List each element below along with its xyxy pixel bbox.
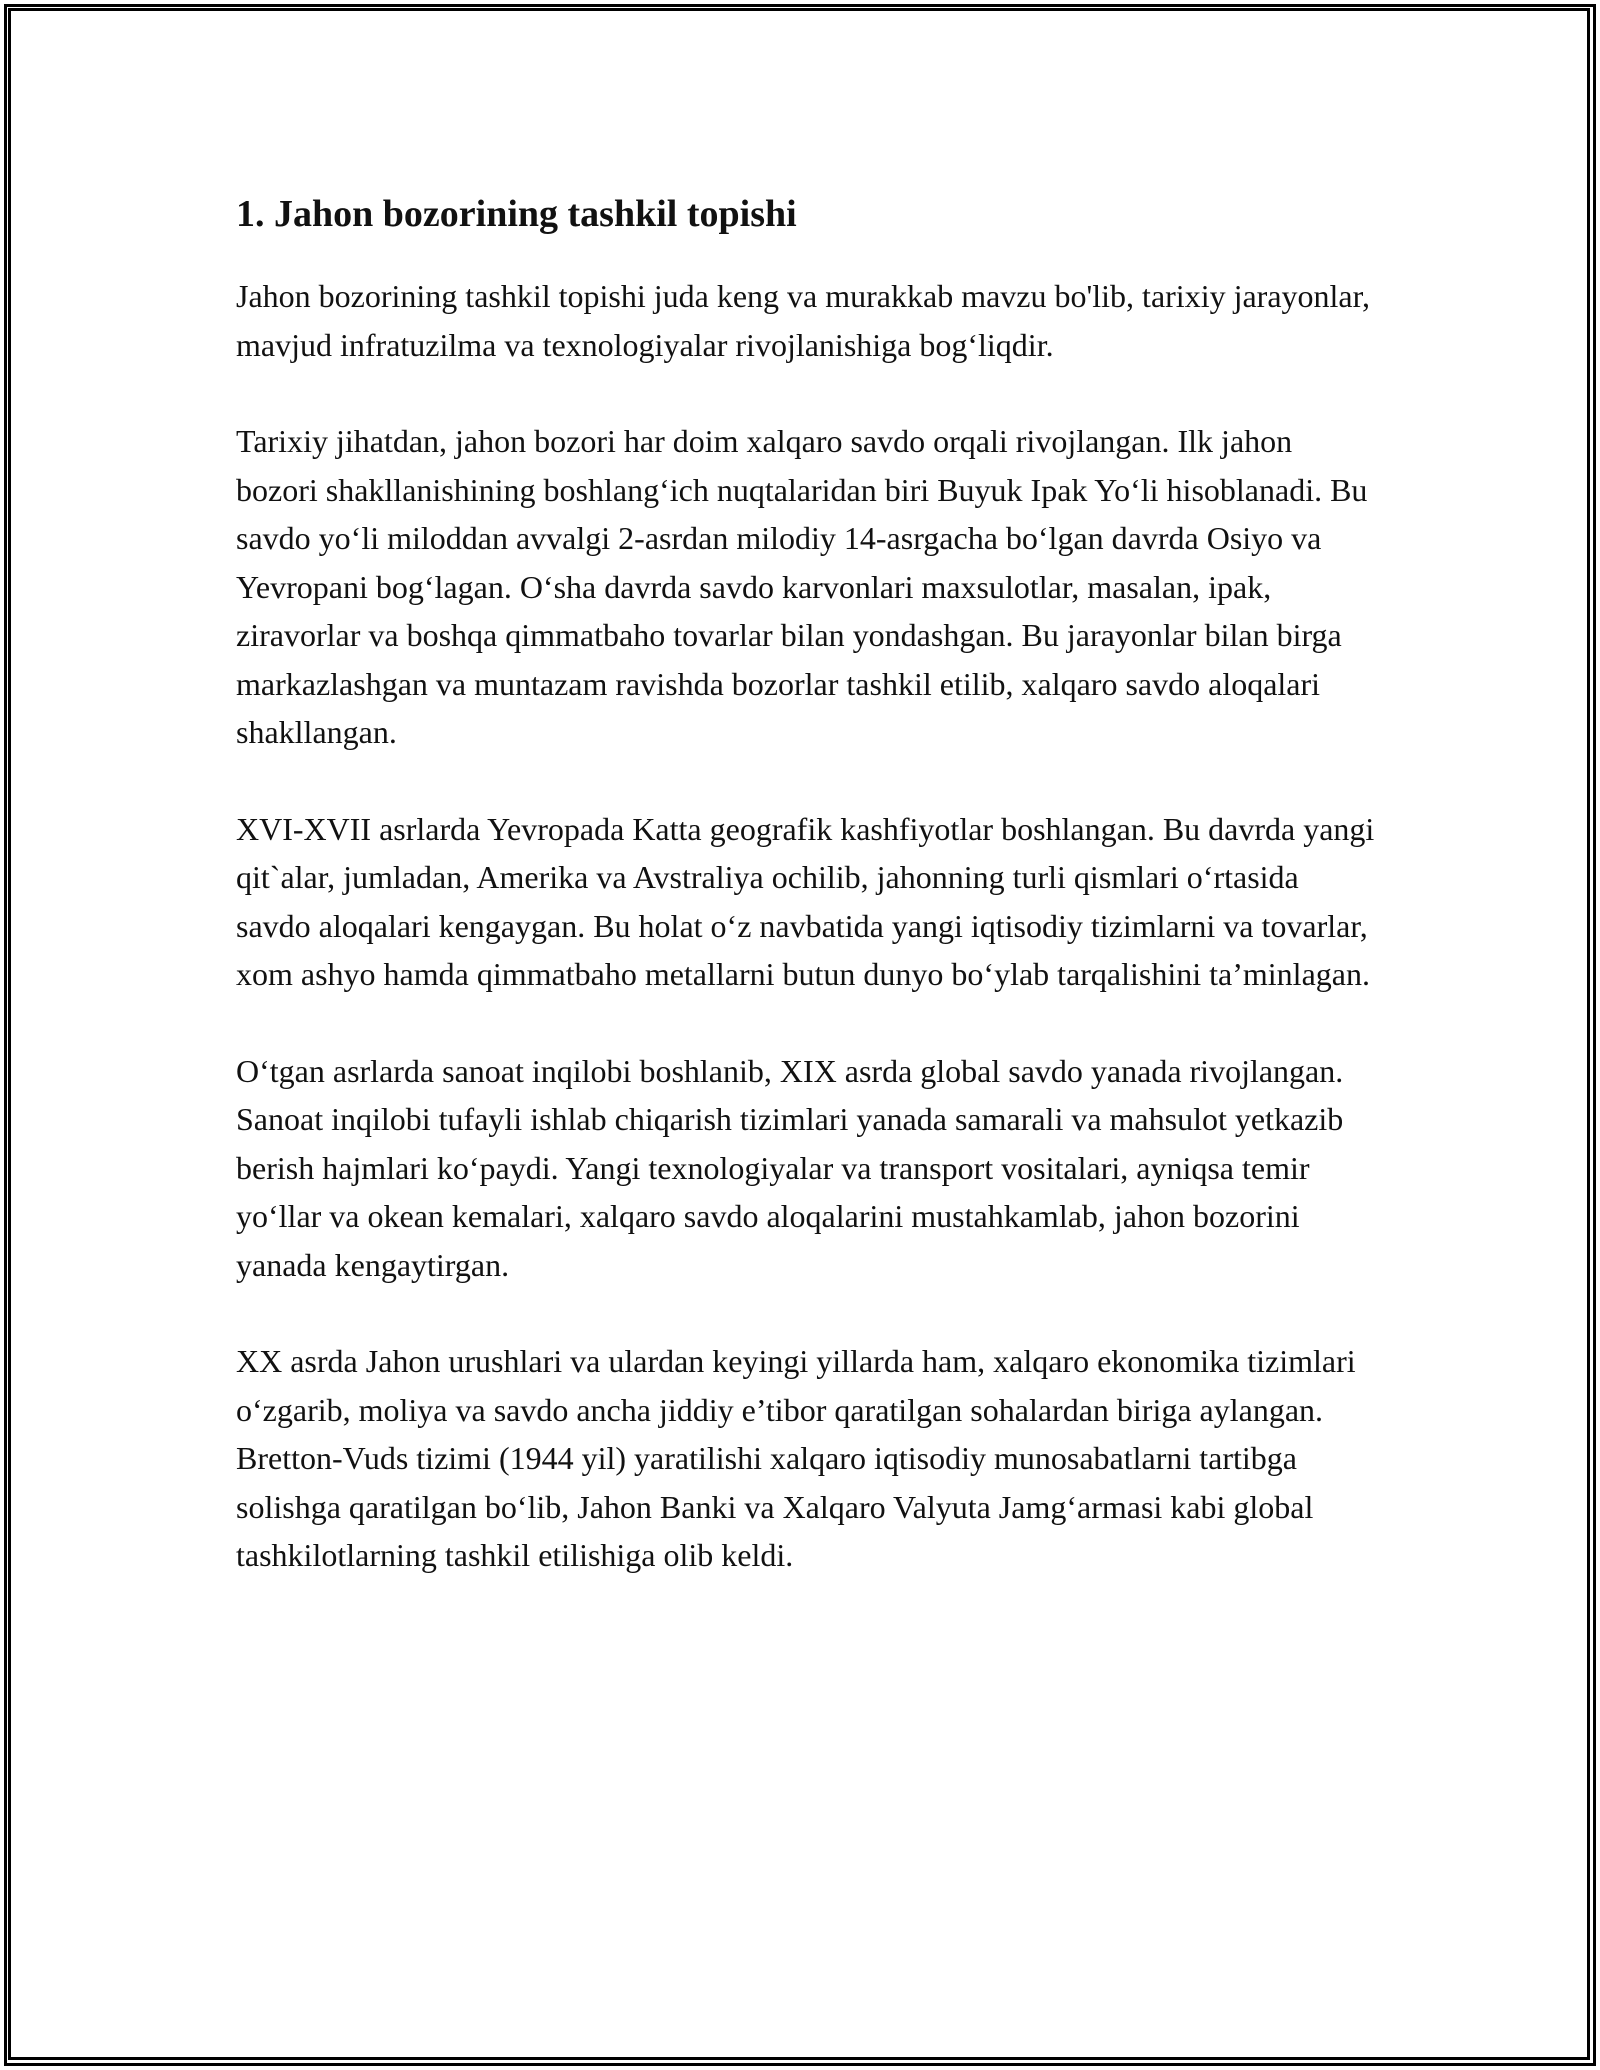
document-body [236, 186, 1376, 1628]
paragraph-discoveries: XVI-XVII asrlarda Yevropada Katta geografik kashfiyotlar boshlangan. Bu davrda yangi qit`alar, jumladan, Amerika va Avstraliya ochilib, jahonning turli qismlari o‘rtasida savdo aloqalari kengaygan. Bu holat o‘z navbatida yangi iqtisodiy tizimlarni va tovarlar, xom ashyo hamda qimmatbaho metallarni butun dunyo bo‘ylab tarqalishini ta’minlagan. [236, 810, 1375, 992]
paragraph-twentieth-century: XX asrda Jahon urushlari va ulardan keyingi yillarda ham, xalqaro ekonomika tizimlari o‘zgarib, moliya va savdo ancha jiddiy e’tibor qaratilgan sohalardan biriga aylangan. Bretton-Vuds tizimi (1944 yil) yaratilishi xalqaro iqtisodiy munosabatlarni tartibga solishga qaratilgan bo‘lib, Jahon Banki va Xalqaro Valyuta Jamg‘armasi kabi global tashkilotlarning tashkil etilishiga olib keldi. [236, 1343, 1356, 1573]
paragraph-intro: Jahon bozorining tashkil topishi juda keng va murakkab mavzu bo'lib, tarixiy jarayonlar, mavjud infratuzilma va texnologiyalar rivojlanishiga bog‘liqdir. [236, 278, 1370, 363]
paragraph-industrial-revolution: O‘tgan asrlarda sanoat inqilobi boshlanib, XIX asrda global savdo yanada rivojlangan. Sanoat inqilobi tufayli ishlab chiqarish tizimlari yanada samarali va mahsulot yetkazib berish hajmlari ko‘paydi. Yangi texnologiyalar va transport vositalari, ayniqsa temir yo‘llar va okean kemalari, xalqaro savdo aloqalarini mustahkamlab, jahon bozorini yanada kengaytirgan. [236, 1052, 1344, 1283]
section-heading: 1. Jahon bozorining tashkil topishi [236, 193, 797, 235]
paragraph-silk-road: Tarixiy jihatdan, jahon bozori har doim xalqaro savdo orqali rivojlangan. Ilk jahon bozori shakllanishining boshlang‘ich nuqtalaridan biri Buyuk Ipak Yo‘li hisoblanadi. Bu savdo yo‘li miloddan avvalgi 2-asrdan milodiy 14-asrgacha bo‘lgan davrda Osiyo va Yevropani bog‘lagan. O‘sha davrda savdo karvonlari maxsulotlar, masalan, ipak, ziravorlar va boshqa qimmatbaho tovarlar bilan yondashgan. Bu jarayonlar bilan birga markazlashgan va muntazam ravishda bozorlar tashkil etilib, xalqaro savdo aloqalari shakllangan. [236, 423, 1368, 750]
